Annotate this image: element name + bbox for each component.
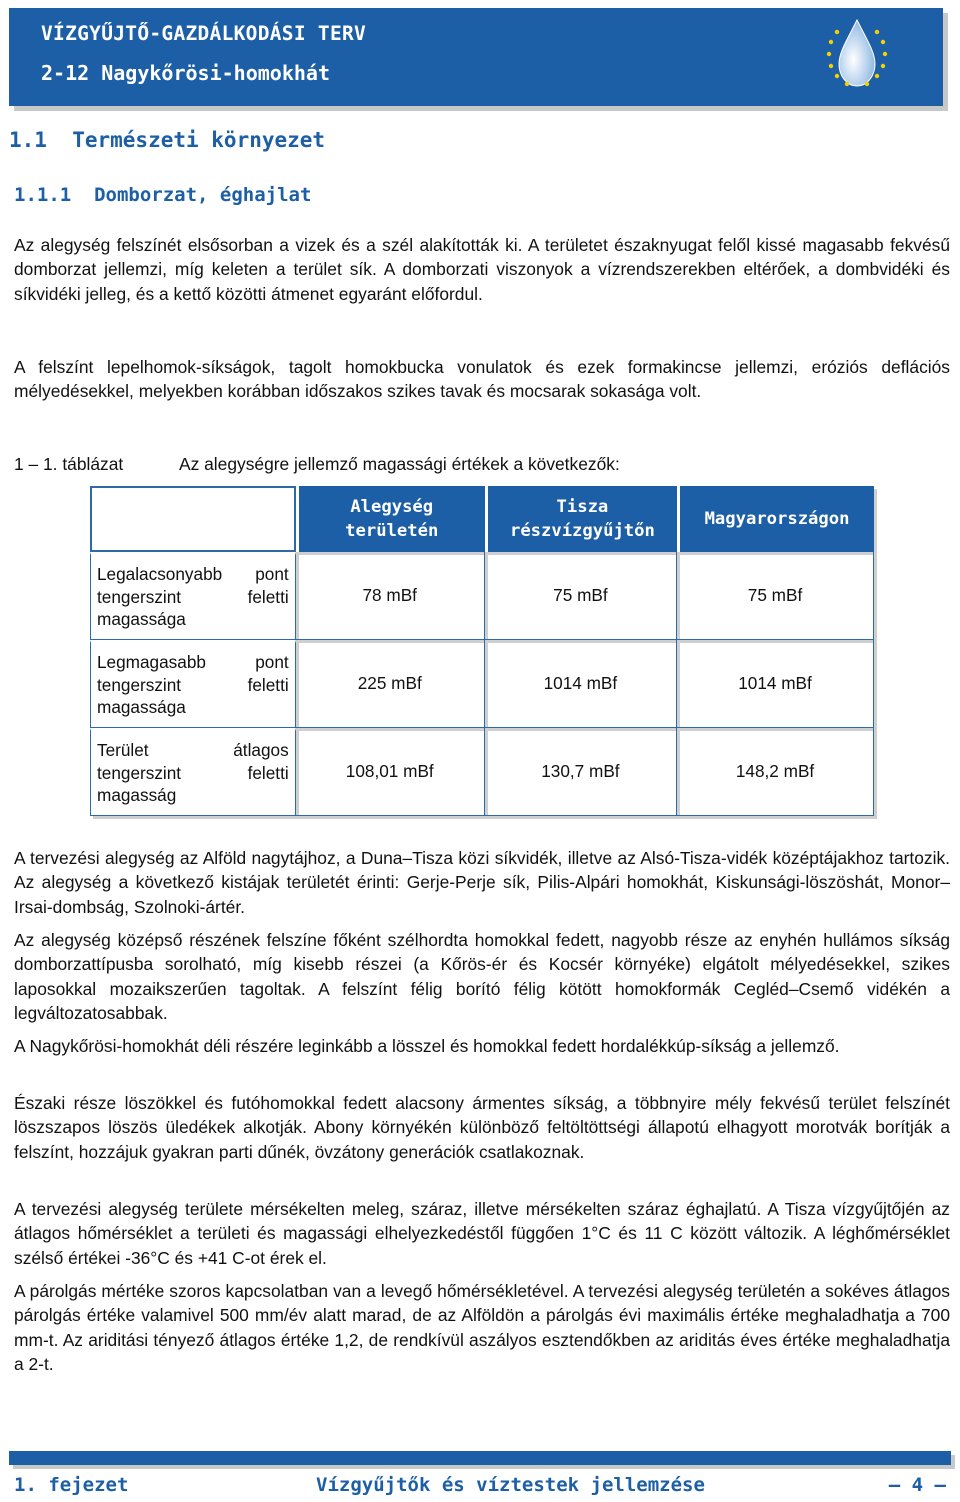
paragraph-3: A tervezési alegység az Alföld nagytájhoz, a Duna–Tisza közi síkvidék, illetve az Alsó-Tisza-vidék középtájakhoz tartozik. Az alegység a következő kistájak területét érinti: Gerje-Perje sík, Pilis-Alpári homokhát, Kiskunsági-löszöshát, Monor–Irsai-dombság, Szolnoki-ártér. [14,848,950,917]
table-cell: 108,01 mBf [296,728,485,816]
table-header-cell: Alegység területén [296,486,485,552]
table-header-cell: Magyarországon [677,486,874,552]
table-cell: 75 mBf [485,552,677,640]
table-row-label: Legmagasabb pont tengerszint feletti magassága [90,640,296,728]
table-cell: 1014 mBf [485,640,677,728]
table-row-label: Terület átlagos tengerszint feletti magasság [90,728,296,816]
table-caption-number: 1 – 1. táblázat [14,454,124,474]
page-number: – 4 – [888,1474,946,1496]
table-row [90,640,874,728]
document-title: VÍZGYŰJTŐ-GAZDÁLKODÁSI TERV [41,22,367,45]
paragraph-7: A tervezési alegység területe mérsékelten meleg, száraz, illetve mérsékelten száraz éghajlatú. A Tisza vízgyűjtőjén az átlagos hőmérséklet a területi és magassági elhelyezkedéstől függően 1°C és 11 C között változik. A léghőmérséklet szélső értékei -36°C és +41 C-ot érek el. [14,1199,950,1268]
table-row-label: Legalacsonyabb pont tengerszint feletti magassága [90,552,296,640]
footer-rule [9,1451,951,1465]
paragraph-5: A Nagykőrösi-homokhát déli részére leginkább a lösszel és homokkal fedett hordalékkúp-síkság a jellemző. [14,1036,840,1056]
table-corner-cell [90,486,296,552]
eu-water-drop-logo [817,14,897,94]
table-row [90,552,874,640]
table-cell: 225 mBf [296,640,485,728]
table-caption [14,452,620,476]
paragraph-6: Északi része löszökkel és futóhomokkal fedett alacsony ármentes síkság, a többnyire mély fekvésű terület felszínét löszszapos löszös üledékek alkotják. Abony környékén különböző feltöltöttségi állapotú elhagyott morotvák borítják a felszínt, hozzájuk gyakran parti dűnék, övzátony generációk csatlakoznak. [14,1093,950,1162]
table-caption-text: Az alegységre jellemző magassági értékek a következők: [179,454,620,474]
table-cell: 78 mBf [296,552,485,640]
paragraph-1: Az alegység felszínét elsősorban a vizek és a szél alakították ki. A területet északnyugat felől kissé magasabb fekvésű domborzat jellemzi, míg keleten a terület sík. A domborzati viszonyok a vízrendszerekben eltérőek, a dombvidéki és síkvidéki jelleg, és a kettő közötti átmenet egyaránt előfordul. [14,235,950,304]
elevation-table [90,486,874,816]
table-header-cell: Tisza részvízgyűjtőn [485,486,677,552]
table-row [90,728,874,816]
paragraph-2: A felszínt lepelhomok-síkságok, tagolt homokbucka vonulatok és ezek formakincse jellemzi, eróziós deflációs mélyedésekkel, melyekben korábban időszakos szikes tavak és mocsarak sokasága volt. [14,357,950,402]
table-header-row [90,486,874,552]
header-banner [9,8,943,106]
paragraph-8: A párolgás mértéke szoros kapcsolatban van a levegő hőmérsékletével. A tervezési alegység területén a sokéves átlagos párolgás értéke valamivel 500 mm/év alatt marad, de az Alföldön a párolgás évi maximális értéke meghaladhatja a 700 mm-t. Az ariditási tényező átlagos értéke 1,2, de rendkívül aszályos esztendőkben az ariditás éves értéke meghaladhatja a 2-t. [14,1281,950,1374]
paragraph-4: Az alegység középső részének felszíne főként szélhordta homokkal fedett, nagyobb része az enyhén hullámos síkság domborzattípusba sorolható, míg kisebb részei (a Kőrös-ér és Kocsér környéke) elgátolt mélyedésekkel, szikes laposokkal mozaikszerűen tagoltak. A felszínt félig borító félig kötött homokformák Cegléd–Csemő vidékén a legváltozatosabbak. [14,930,950,1023]
document-subtitle: 2-12 Nagykőrösi-homokhát [41,61,330,85]
section-heading: 1.1 Természeti környezet [9,128,326,152]
table-cell: 1014 mBf [677,640,874,728]
subsection-heading: 1.1.1 Domborzat, éghajlat [14,184,312,206]
table-cell: 75 mBf [677,552,874,640]
table-cell: 130,7 mBf [485,728,677,816]
footer-chapter: 1. fejezet [14,1474,129,1496]
footer-title: Vízgyűjtők és víztestek jellemzése [316,1474,705,1496]
table-cell: 148,2 mBf [677,728,874,816]
